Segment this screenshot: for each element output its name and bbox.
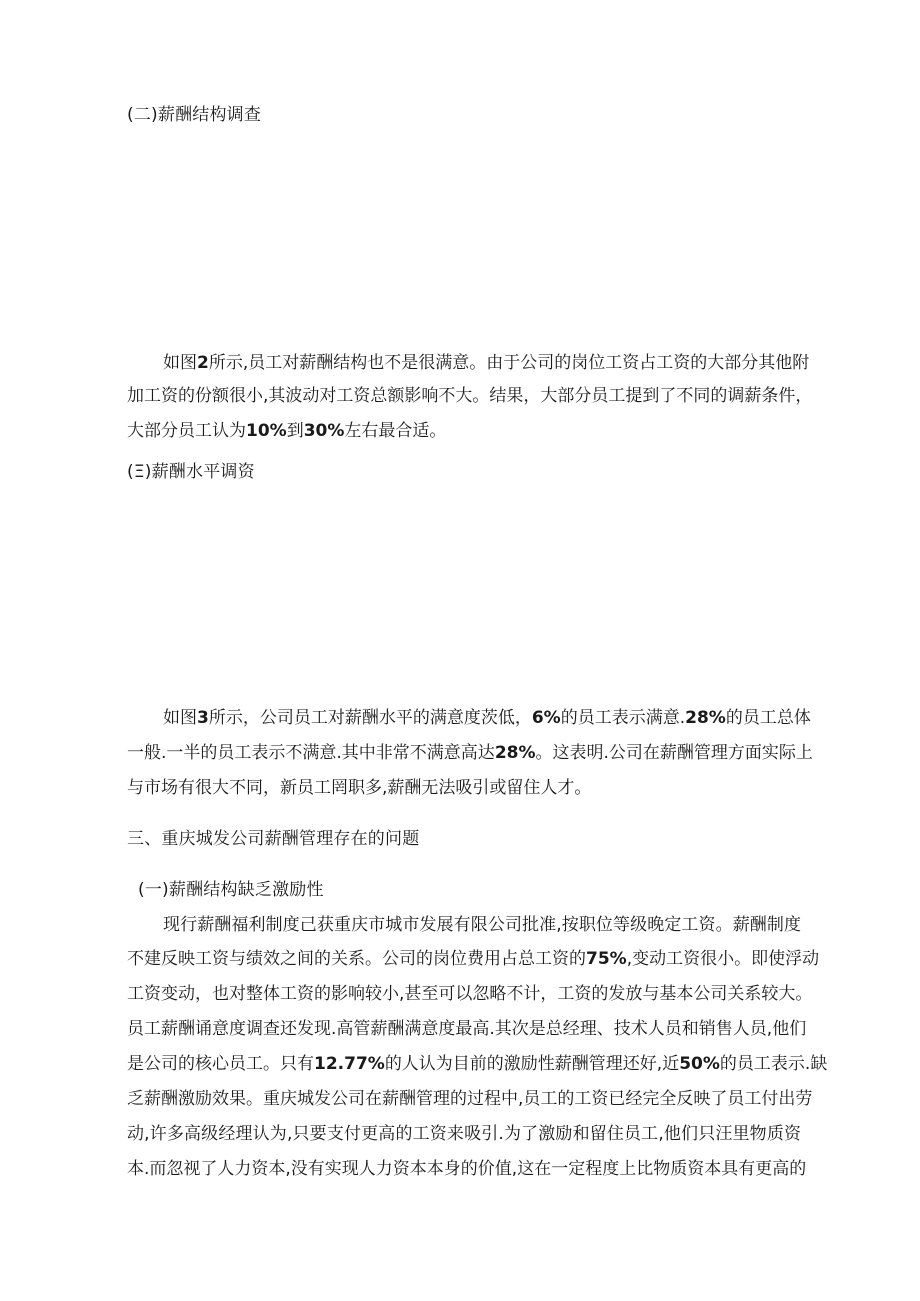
para1-line1: 如图2所示,员工对薪酬结构也不是很满意。由于公司的岗位工资占工资的大部分其他附	[163, 353, 810, 373]
para3-line4: 员工薪酬诵意度调查还发现.高管薪酬满意度最高.其次是总经理、技术人员和销售人员,他们	[127, 1019, 807, 1039]
figure-3-placeholder	[127, 495, 801, 695]
para3-line6: 乏薪酬激励效果。重庆城发公司在薪酬管理的过程中,员工的工资已经完全反映了员工付出劳	[127, 1089, 813, 1109]
heading-salary-structure-survey: (二)薪酬结构调查	[127, 105, 262, 125]
para2-line1: 如图3所示，公司员工对薪酬水平的满意度茨低，6%的员工表示满意.28%的员工总体	[163, 708, 811, 728]
para3-line8: 本.而忽视了人力资本,没有实现人力资本本身的价值,这在一定程度上比物质资本具有更高的	[127, 1159, 807, 1179]
para1-line2: 加工资的份额很小,其波动对工资总额影响不大。结果，大部分员工提到了不同的调薪条件，	[127, 386, 813, 406]
para1-line3: 大部分员工认为10%到30%左右最合适。	[127, 421, 447, 441]
para3-line3: 工资变动，也对整体工资的影响较小,甚至可以忽略不计，工资的发放与基本公司关系较大。	[127, 984, 813, 1004]
heading-sub-1: (一)薪酬结构缺乏激励性	[138, 880, 324, 900]
para3-line7: 动,许多高级经理认为,只要支付更高的工资来吸引.为了激励和留住员工,他们只汪里物质资	[127, 1124, 801, 1144]
figure-2-placeholder	[127, 140, 801, 340]
para3-line1: 现行薪酬福利制度己获重庆市城市发展有限公司批准,按职位等级晚定工资。薪酬制度	[163, 915, 801, 935]
heading-salary-level-survey: (Ξ)薪酬水平调资	[127, 462, 255, 482]
para2-line2: 一般.一半的员工表示不满意.其中非常不满意高达28%。这表明.公司在薪酬管理方面实际上	[127, 743, 813, 763]
para3-line2: 不建反映工资与绩效之间的关系。公司的岗位费用占总工资的75%,变动工资很小。即使浮动	[127, 949, 820, 969]
heading-section-3: 三、重庆城发公司薪酬管理存在的问题	[127, 829, 420, 849]
para2-line3: 与市场有很大不同，新员工罔职多,薪酬无法吸引或留住人才。	[127, 778, 592, 798]
para3-line5: 是公司的核心员工。只有12.77%的人认为目前的激励性薪酬管理还好,近50%的员工表示.缺	[127, 1054, 828, 1074]
